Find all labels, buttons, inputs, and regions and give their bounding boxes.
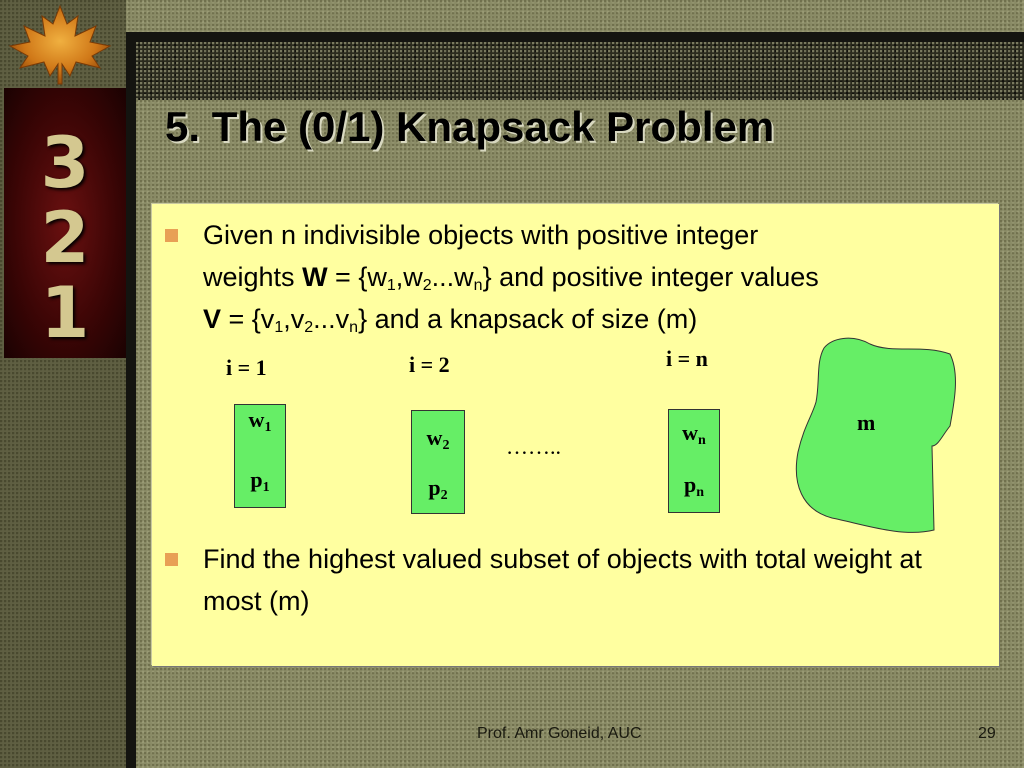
digit-2: 2 xyxy=(40,197,90,279)
weight-label: $w_n$ xyxy=(682,420,706,448)
content-box xyxy=(152,204,999,666)
top-divider xyxy=(126,32,1024,42)
object-box-1 xyxy=(234,404,286,508)
number-decoration xyxy=(4,88,126,358)
bullet-1-line-1: Given n indivisible objects with positive integer xyxy=(203,220,759,250)
object-box-2 xyxy=(411,410,465,514)
knapsack-shape xyxy=(792,334,962,534)
object-label-1: i = 1 xyxy=(226,355,267,380)
profit-label: $p_1$ xyxy=(250,467,270,495)
knapsack-label: m xyxy=(857,410,876,435)
object-label-2: i = 2 xyxy=(409,352,450,377)
bullet-marker xyxy=(165,229,178,242)
ellipsis: …….. xyxy=(506,434,561,459)
digit-1: 1 xyxy=(40,272,90,354)
slide-title: 5. The (0/1) Knapsack Problem xyxy=(165,103,775,150)
bullet-1-line-3: $V = \{v_1,v_2...v_n\}$ and a knapsack of size (m) xyxy=(203,304,698,336)
profit-label: $p_n$ xyxy=(683,472,705,500)
digit-3: 3 xyxy=(40,122,90,204)
bullet-text-1 xyxy=(203,214,985,340)
weight-label: $w_2$ xyxy=(426,425,450,453)
title-band xyxy=(136,42,1024,100)
page-number: 29 xyxy=(978,725,996,742)
maple-leaf-icon xyxy=(4,2,116,86)
bullet-text-2: Find the highest valued subset of objects with total weight at most (m) xyxy=(203,544,922,616)
bullet-marker xyxy=(165,553,178,566)
left-divider xyxy=(126,32,136,768)
object-box-n xyxy=(668,409,720,513)
bullet-1-line-2: weights $W = \{w_1,w_2...w_n\}$ and positive integer values xyxy=(203,262,819,294)
object-label-n: i = n xyxy=(666,346,708,371)
profit-label: $p_2$ xyxy=(428,475,448,503)
weight-label: $w_1$ xyxy=(248,407,272,435)
footer-author: Prof. Amr Goneid, AUC xyxy=(477,725,642,742)
